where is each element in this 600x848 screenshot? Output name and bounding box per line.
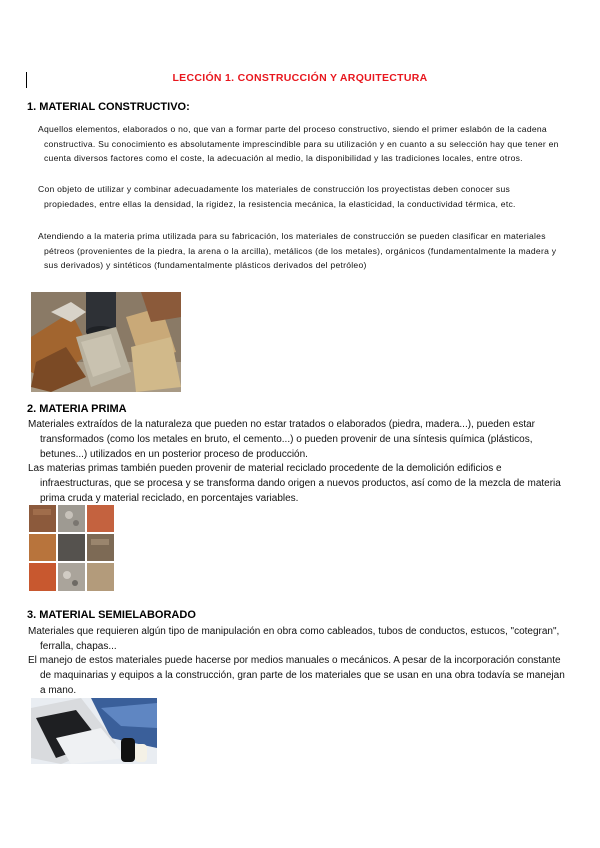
section1-paragraph-1: Aquellos elementos, elaborados o no, que van a formar parte del proceso constructivo, siendo el primer eslabón de la cadena constructiva. Su conocimiento es absolutamente imprescindible para su utilización y en cuanto a su selección hay que tener en cuenta diversos factores como el coste, la adecuación al medio, la disponibilidad y las tradiciones locales, entre otros. — [38, 124, 559, 164]
section3-heading: 3. MATERIAL SEMIELABORADO — [27, 609, 196, 621]
section1-paragraph-3: Atendiendo a la materia prima utilizada para su fabricación, los materiales de construcción se pueden clasificar en materiales pétreos (provenientes de la piedra, la arena o la arcilla), metálicos (de los metales), orgánicos (fundamentalmente la madera y sus derivados) y sintéticos (fundamentalmente plásticos derivados del petróleo) — [38, 231, 557, 271]
section2-paragraph-1: Materiales extraídos de la naturaleza que pueden no estar tratados o elaborados (piedra, madera...), pueden estar transformados (como los metales en bruto, el cemento...) o pueden provenir de una síntesis química (plásticos, betunes...) utilizados en un posterior proceso de producción. — [28, 419, 535, 460]
section1-heading: 1. MATERIAL CONSTRUCTIVO: — [27, 101, 190, 113]
construction-materials-image — [31, 292, 181, 392]
section3-paragraph-2: El manejo de estos materiales puede hacerse por medios manuales o mecánicos. A pesar de la incorporación constante de maquinarias y equipos a la construcción, gran parte de los materiales que se usan en una obra todavía se manejan a mano. — [28, 655, 565, 696]
page-title: LECCIÓN 1. CONSTRUCCIÓN Y ARQUITECTURA — [172, 72, 428, 84]
section3-paragraph-1: Materiales que requieren algún tipo de manipulación en obra como cableados, tubos de conductos, estucos, "cotegran", ferralla, chapas... — [28, 626, 560, 652]
section2-paragraph-2: Las materias primas también pueden provenir de material reciclado procedente de la demolición edificios e infraestructuras, que se procesa y se transforma dando origen a nuevos productos, así como de la mezcla de materia prima cruda y material reciclado, en porcentajes variables. — [28, 463, 561, 504]
semifinished-materials-image — [31, 698, 157, 764]
section1-paragraph-2: Con objeto de utilizar y combinar adecuadamente los materiales de construcción los proyectistas deben conocer sus propiedades, entre ellas la densidad, la rigidez, la resistencia mecánica, la elasticidad, la conductividad térmica, etc. — [38, 184, 516, 209]
raw-materials-grid-image — [29, 505, 114, 591]
section2-heading: 2. MATERIA PRIMA — [27, 403, 127, 415]
